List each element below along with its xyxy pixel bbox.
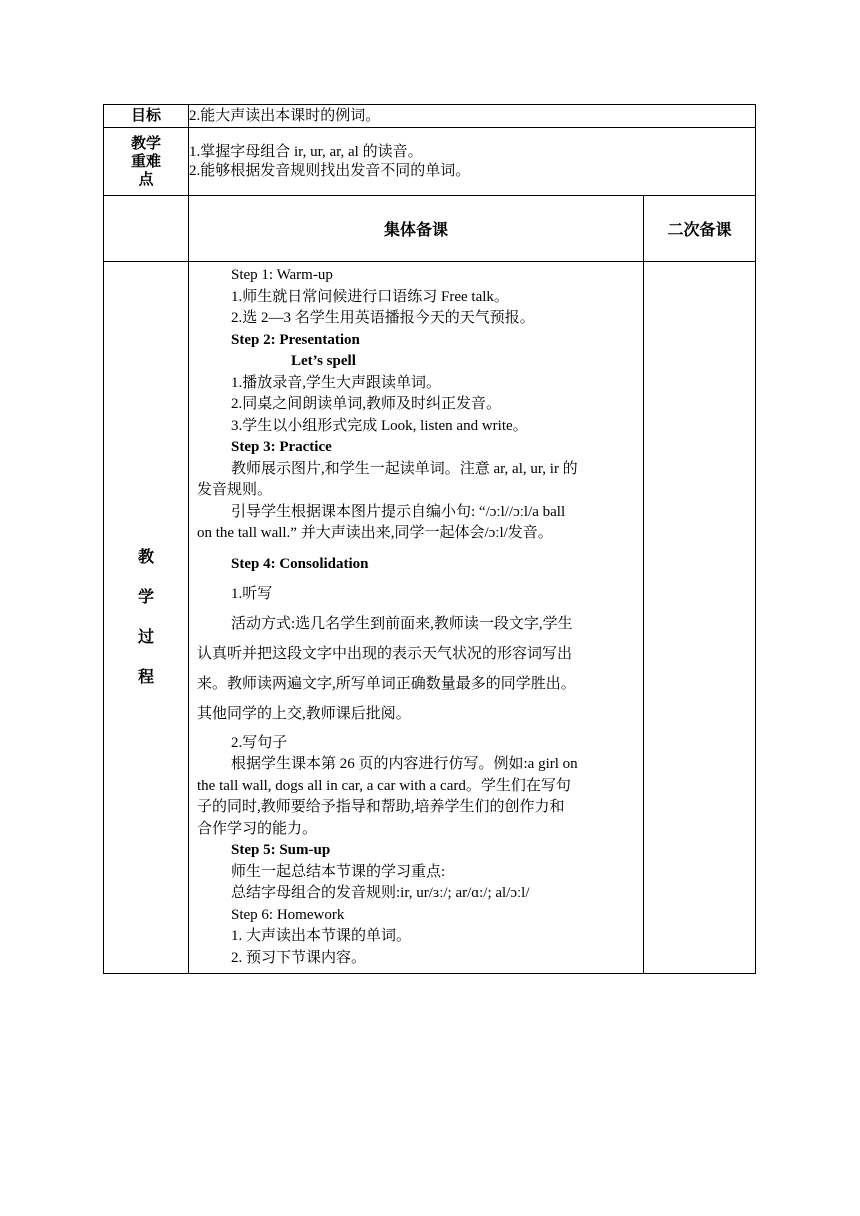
process-label: 教 学 过 程 bbox=[104, 262, 189, 974]
collective-prep-header: 集体备课 bbox=[189, 196, 644, 262]
process-content bbox=[189, 262, 644, 974]
key-point-item: 1.掌握字母组合 ir, ur, ar, al 的读音。 bbox=[189, 143, 423, 160]
goal-row bbox=[104, 105, 756, 128]
step5-item: 总结字母组合的发音规则:ir, ur/ɜː/; ar/ɑ:/; al/ɔːl/ bbox=[231, 885, 530, 901]
step4-para2-line: the tall wall, dogs all in car, a car with a card。学生们在写句 bbox=[197, 777, 571, 794]
header-empty-cell bbox=[104, 196, 189, 262]
step4-title: Step 4: Consolidation bbox=[231, 555, 369, 572]
step2-item: 1.播放录音,学生大声跟读单词。 bbox=[231, 374, 442, 391]
step2-item: 3.学生以小组形式完成 Look, listen and write。 bbox=[231, 417, 528, 434]
step5-title: Step 5: Sum-up bbox=[231, 842, 331, 858]
secondary-prep-header: 二次备课 bbox=[644, 196, 756, 262]
lesson-plan-table bbox=[103, 104, 756, 974]
goal-label: 目标 bbox=[104, 105, 189, 128]
step4-para1-line: 其他同学的上交,教师课后批阅。 bbox=[197, 705, 411, 722]
step2-title: Step 2: Presentation bbox=[231, 331, 360, 348]
step4-sub1: 1.听写 bbox=[231, 585, 273, 602]
step3-para2-line: on the tall wall.” 并大声读出来,同学一起体会/ɔːl/发音。 bbox=[197, 525, 553, 541]
step1-title: Step 1: Warm-up bbox=[231, 267, 333, 283]
key-points-row bbox=[104, 128, 756, 196]
step5-item: 师生一起总结本节课的学习重点: bbox=[231, 863, 446, 880]
process-row bbox=[104, 262, 756, 974]
step4-para2-line: 合作学习的能力。 bbox=[197, 820, 318, 837]
secondary-prep-cell bbox=[644, 262, 756, 974]
key-points-list bbox=[189, 128, 756, 196]
step6-title: Step 6: Homework bbox=[231, 906, 345, 923]
step1-item: 1.师生就日常问候进行口语练习 Free talk。 bbox=[231, 288, 509, 305]
step3-para1-line: 教师展示图片,和学生一起读单词。注意 ar, al, ur, ir 的 bbox=[231, 460, 578, 477]
step6-item: 1. 大声读出本节课的单词。 bbox=[231, 928, 412, 944]
step4-para1-line: 活动方式:选几名学生到前面来,教师读一段文字,学生 bbox=[231, 615, 573, 632]
step2-subtitle: Let’s spell bbox=[291, 353, 356, 369]
step4-sub2: 2.写句子 bbox=[231, 734, 288, 751]
step2-item: 2.同桌之间朗读单词,教师及时纠正发音。 bbox=[231, 396, 502, 412]
key-point-item: 2.能够根据发音规则找出发音不同的单词。 bbox=[189, 162, 471, 179]
header-row bbox=[104, 196, 756, 262]
step3-para2-line: 引导学生根据课本图片提示自编小句: “/ɔːl//ɔːl/a ball bbox=[231, 503, 566, 520]
step4-para1-line: 来。教师读两遍文字,所写单词正确数量最多的同学胜出。 bbox=[197, 675, 576, 692]
step4-para1-line: 认真听并把这段文字中出现的表示天气状况的形容词写出 bbox=[197, 645, 573, 662]
step3-title: Step 3: Practice bbox=[231, 439, 332, 455]
key-points-label: 教学 重难 点 bbox=[104, 128, 189, 196]
step6-item: 2. 预习下节课内容。 bbox=[231, 949, 367, 966]
step3-para1-line: 发音规则。 bbox=[197, 482, 273, 498]
goal-text: 2.能大声读出本课时的例词。 bbox=[189, 105, 756, 128]
step4-para2-line: 根据学生课本第 26 页的内容进行仿写。例如:a girl on bbox=[231, 756, 578, 772]
step1-item: 2.选 2—3 名学生用英语播报今天的天气预报。 bbox=[231, 310, 535, 326]
step4-para2-line: 子的同时,教师要给予指导和帮助,培养学生们的创作力和 bbox=[197, 799, 565, 815]
